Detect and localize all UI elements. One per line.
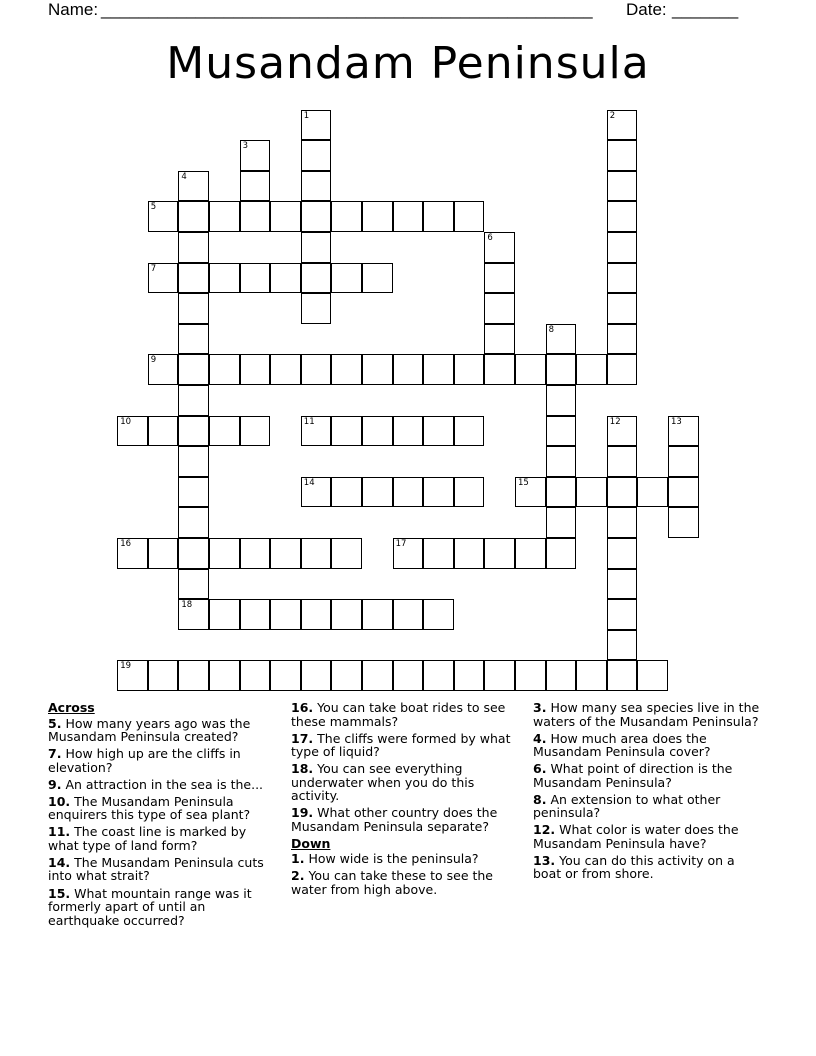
date-line[interactable]: _______ (672, 0, 739, 19)
grid-cell[interactable] (209, 416, 240, 447)
grid-cell[interactable] (607, 201, 638, 232)
clue-across-7: 7. How high up are the cliffs in elevation? (48, 746, 241, 775)
grid-cell[interactable] (301, 538, 332, 569)
grid-cell[interactable] (178, 507, 209, 538)
grid-cell[interactable] (178, 599, 209, 630)
grid-cell[interactable] (454, 416, 485, 447)
grid-cell[interactable] (484, 293, 515, 324)
grid-cell[interactable] (362, 263, 393, 294)
grid-cell[interactable] (301, 171, 332, 202)
clue-across-14: 14. The Musandam Peninsula cuts into what strait? (48, 854, 264, 884)
grid-cell[interactable] (607, 630, 638, 661)
grid-cell[interactable] (209, 201, 240, 232)
grid-cell[interactable] (668, 477, 699, 508)
grid-cell[interactable] (607, 569, 638, 600)
grid-cell[interactable] (148, 201, 179, 232)
grid-cell[interactable] (209, 538, 240, 569)
grid-cell[interactable] (270, 538, 301, 569)
grid-cell[interactable] (546, 324, 577, 355)
name-label: Name: (48, 0, 99, 19)
clue-number: 5 (150, 202, 157, 213)
grid-cell[interactable] (515, 477, 546, 508)
grid-cell[interactable] (607, 110, 638, 141)
grid-cell[interactable] (423, 354, 454, 385)
clue-across-10: 10. The Musandam Peninsula enquirers this type of sea plant? (48, 793, 251, 823)
grid-cell[interactable] (484, 263, 515, 294)
grid-cell[interactable] (607, 171, 638, 202)
grid-cell[interactable] (148, 538, 179, 569)
grid-cell[interactable] (607, 660, 638, 691)
grid-cell[interactable] (178, 538, 209, 569)
clue-number: 6 (487, 233, 493, 243)
grid-cell[interactable] (240, 416, 271, 447)
grid-cell[interactable] (178, 660, 209, 691)
grid-cell[interactable] (423, 660, 454, 691)
grid-cell[interactable] (546, 538, 577, 569)
grid-cell[interactable] (331, 201, 362, 232)
grid-cell[interactable] (484, 660, 515, 691)
grid-cell[interactable] (240, 599, 271, 630)
grid-cell[interactable] (148, 660, 179, 691)
clue-number: 8 (548, 324, 555, 335)
grid-cell[interactable] (607, 324, 638, 355)
clue-across-9: 9. An attraction in the sea is the... (48, 776, 264, 792)
grid-cell[interactable] (117, 538, 148, 569)
clue-number: 18 (181, 600, 193, 611)
grid-cell[interactable] (607, 416, 638, 447)
clue-down-1: 1. How wide is the peninsula? (291, 851, 479, 867)
grid-cell[interactable] (178, 263, 209, 294)
date-label: Date: (626, 0, 667, 19)
grid-cell[interactable] (515, 538, 546, 569)
clue-number: 12 (609, 416, 621, 427)
grid-cell[interactable] (209, 599, 240, 630)
grid-cell[interactable] (393, 538, 424, 569)
grid-cell[interactable] (607, 446, 638, 477)
grid-cell[interactable] (331, 416, 362, 447)
grid-cell[interactable] (454, 477, 485, 508)
grid-cell[interactable] (209, 354, 240, 385)
clue-number: 15 (518, 477, 529, 488)
down-heading: Down (291, 835, 331, 851)
grid-cell[interactable] (576, 477, 607, 508)
grid-cell[interactable] (546, 477, 577, 508)
grid-cell[interactable] (301, 293, 332, 324)
grid-cell[interactable] (607, 232, 638, 263)
grid-cell[interactable] (546, 660, 577, 691)
grid-cell[interactable] (148, 263, 179, 294)
grid-cell[interactable] (301, 263, 332, 294)
clue-number: 1 (303, 110, 310, 121)
grid-cell[interactable] (301, 110, 332, 141)
clue-number: 3 (242, 141, 249, 152)
grid-cell[interactable] (393, 354, 424, 385)
grid-cell[interactable] (607, 599, 638, 630)
grid-cell[interactable] (423, 599, 454, 630)
clue-across-17: 17. The cliffs were formed by what type of liquid? (291, 730, 511, 760)
clue-number: 13 (671, 416, 682, 427)
grid-cell[interactable] (240, 171, 271, 202)
clue-down-6: 6. What point of direction is the Musandam Peninsula? (533, 761, 733, 790)
grid-cell[interactable] (515, 660, 546, 691)
grid-cell[interactable] (607, 263, 638, 294)
clue-number: 17 (395, 539, 407, 549)
clue-down-13: 13. You can do this activity on a boat or from shore. (533, 852, 735, 882)
grid-cell[interactable] (607, 538, 638, 569)
grid-cell[interactable] (546, 446, 577, 477)
grid-cell[interactable] (393, 599, 424, 630)
grid-cell[interactable] (301, 599, 332, 630)
grid-cell[interactable] (240, 354, 271, 385)
clue-number: 11 (303, 416, 315, 427)
grid-cell[interactable] (423, 416, 454, 447)
grid-cell[interactable] (423, 201, 454, 232)
grid-cell[interactable] (607, 507, 638, 538)
clue-column-2 (291, 701, 523, 900)
grid-cell[interactable] (637, 477, 668, 508)
grid-cell[interactable] (454, 538, 485, 569)
grid-cell[interactable] (117, 660, 148, 691)
grid-cell[interactable] (270, 201, 301, 232)
clue-across-15: 15. What mountain range was it formerly apart of until an earthquake occurred? (48, 885, 252, 928)
grid-cell[interactable] (668, 446, 699, 477)
grid-cell[interactable] (178, 354, 209, 385)
clue-number: 2 (609, 110, 616, 121)
clue-number: 19 (120, 661, 132, 672)
grid-cell[interactable] (331, 354, 362, 385)
grid-cell[interactable] (301, 201, 332, 232)
grid-cell[interactable] (331, 477, 362, 508)
grid-cell[interactable] (484, 538, 515, 569)
clue-across-11: 11. The coast line is marked by what type of land form? (48, 824, 247, 853)
grid-cell[interactable] (668, 507, 699, 538)
grid-cell[interactable] (178, 569, 209, 600)
grid-cell[interactable] (546, 507, 577, 538)
grid-cell[interactable] (270, 660, 301, 691)
grid-cell[interactable] (668, 416, 699, 447)
grid-cell[interactable] (393, 416, 424, 447)
grid-cell[interactable] (178, 446, 209, 477)
grid-cell[interactable] (331, 538, 362, 569)
grid-cell[interactable] (240, 201, 271, 232)
page-title: Musandam Peninsula (166, 38, 650, 89)
grid-cell[interactable] (423, 538, 454, 569)
grid-cell[interactable] (607, 140, 638, 171)
clue-across-5: 5. How many years ago was the Musandam Peninsula created? (48, 715, 251, 744)
clue-down-4: 4. How much area does the Musandam Peninsula cover? (533, 730, 711, 760)
grid-cell[interactable] (362, 599, 393, 630)
grid-cell[interactable] (209, 660, 240, 691)
grid-cell[interactable] (576, 660, 607, 691)
grid-cell[interactable] (576, 354, 607, 385)
clue-number: 10 (120, 416, 132, 427)
grid-cell[interactable] (240, 660, 271, 691)
grid-cell[interactable] (454, 201, 485, 232)
grid-cell[interactable] (454, 660, 485, 691)
across-heading: Across (48, 700, 95, 715)
clue-number: 16 (120, 539, 132, 549)
grid-cell[interactable] (607, 354, 638, 385)
grid-cell[interactable] (178, 416, 209, 447)
grid-cell[interactable] (362, 660, 393, 691)
clue-across-19: 19. What other country does the Musandam Peninsula separate? (291, 805, 498, 834)
grid-cell[interactable] (362, 416, 393, 447)
clue-number: 7 (150, 263, 157, 274)
grid-cell[interactable] (240, 140, 271, 171)
grid-cell[interactable] (301, 232, 332, 263)
clue-down-3: 3. How many sea species live in the waters of the Musandam Peninsula? (533, 700, 760, 729)
grid-cell[interactable] (362, 354, 393, 385)
grid-cell[interactable] (331, 263, 362, 294)
grid-cell[interactable] (270, 263, 301, 294)
grid-cell[interactable] (484, 324, 515, 355)
grid-cell[interactable] (393, 660, 424, 691)
grid-cell[interactable] (331, 599, 362, 630)
grid-cell[interactable] (178, 201, 209, 232)
grid-cell[interactable] (607, 293, 638, 324)
clue-down-12: 12. What color is water does the Musandam Peninsula have? (533, 822, 739, 851)
grid-cell[interactable] (454, 354, 485, 385)
clue-down-2: 2. You can take these to see the water from high above. (291, 868, 493, 897)
grid-cell[interactable] (178, 293, 209, 324)
grid-cell[interactable] (178, 324, 209, 355)
grid-cell[interactable] (148, 416, 179, 447)
grid-cell[interactable] (209, 263, 240, 294)
grid-cell[interactable] (301, 660, 332, 691)
clue-number: 4 (181, 171, 187, 182)
grid-cell[interactable] (270, 599, 301, 630)
clue-down-8: 8. An extension to what other peninsula? (533, 791, 721, 821)
name-line[interactable]: ____________________________________________________ (101, 0, 593, 19)
grid-cell[interactable] (546, 416, 577, 447)
grid-cell[interactable] (362, 477, 393, 508)
clue-across-16: 16. You can take boat rides to see these mammals? (291, 700, 506, 729)
grid-cell[interactable] (240, 538, 271, 569)
grid-cell[interactable] (546, 385, 577, 416)
grid-cell[interactable] (637, 660, 668, 691)
grid-cell[interactable] (331, 660, 362, 691)
grid-cell[interactable] (301, 416, 332, 447)
clue-column-3 (533, 701, 765, 885)
clue-column-1 (48, 701, 280, 931)
grid-cell[interactable] (423, 477, 454, 508)
grid-cell[interactable] (393, 477, 424, 508)
grid-cell[interactable] (393, 201, 424, 232)
grid-cell[interactable] (178, 477, 209, 508)
grid-cell[interactable] (515, 354, 546, 385)
grid-cell[interactable] (607, 477, 638, 508)
grid-cell[interactable] (484, 354, 515, 385)
grid-cell[interactable] (301, 354, 332, 385)
across-clues-part-1 (48, 717, 280, 928)
grid-cell[interactable] (546, 354, 577, 385)
clue-across-18: 18. You can see everything underwater when you do this activity. (291, 761, 475, 804)
grid-cell[interactable] (484, 232, 515, 263)
clue-number: 14 (303, 477, 315, 488)
grid-cell[interactable] (240, 263, 271, 294)
grid-cell[interactable] (148, 354, 179, 385)
grid-cell[interactable] (362, 201, 393, 232)
clue-number: 9 (150, 355, 157, 366)
grid-cell[interactable] (178, 171, 209, 202)
grid-cell[interactable] (301, 140, 332, 171)
grid-cell[interactable] (117, 416, 148, 447)
grid-cell[interactable] (270, 354, 301, 385)
grid-cell[interactable] (301, 477, 332, 508)
grid-cell[interactable] (178, 232, 209, 263)
grid-cell[interactable] (178, 385, 209, 416)
